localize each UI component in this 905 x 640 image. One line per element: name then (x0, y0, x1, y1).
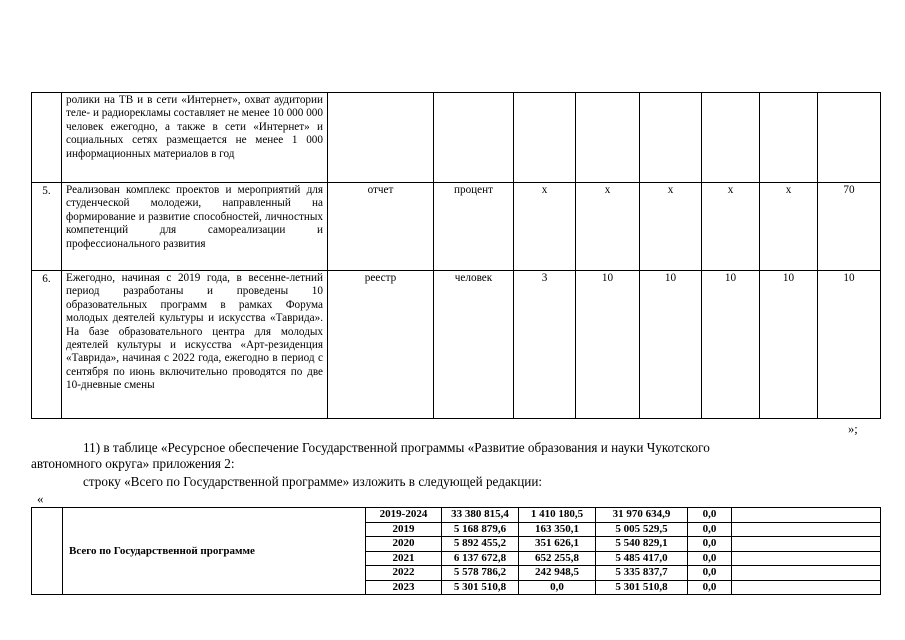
year-value: x (514, 183, 576, 271)
total-cell: 33 380 815,4 (442, 508, 519, 523)
period-cell: 2019-2024 (366, 508, 442, 523)
year-value (576, 93, 640, 183)
table-row (32, 271, 881, 419)
regional-cell: 5 485 417,0 (596, 551, 688, 566)
period-cell: 2023 (366, 580, 442, 595)
total-cell: 5 301 510,8 (442, 580, 519, 595)
indicator-description: Реализован комплекс проектов и мероприятий для студенческой молодежи, направленный на формирование и развитие способностей, личностных компетенций для самореализации и профессионального развития (62, 183, 328, 271)
total-cell: 5 578 786,2 (442, 566, 519, 581)
row-number (32, 93, 62, 183)
empty-index-cell (32, 508, 63, 595)
year-value (702, 93, 760, 183)
year-value: 10 (760, 271, 818, 419)
year-value: 10 (818, 271, 881, 419)
row-number: 5. (32, 183, 62, 271)
unit-of-measure: человек (434, 271, 514, 419)
period-cell: 2020 (366, 537, 442, 552)
other-cell: 0,0 (688, 566, 732, 581)
empty-cell (732, 551, 881, 566)
year-value: x (702, 183, 760, 271)
federal-cell: 242 948,5 (519, 566, 596, 581)
year-value: 70 (818, 183, 881, 271)
data-source: реестр (328, 271, 434, 419)
data-source: отчет (328, 183, 434, 271)
unit-of-measure (434, 93, 514, 183)
year-value: 10 (576, 271, 640, 419)
data-source (328, 93, 434, 183)
empty-cell (732, 522, 881, 537)
empty-cell (732, 580, 881, 595)
table-row (32, 183, 881, 271)
paragraph-11: 11) в таблице «Ресурсное обеспечение Государственной программы «Развитие образования и науки Чукотского (83, 440, 710, 455)
other-cell: 0,0 (688, 580, 732, 595)
federal-cell: 0,0 (519, 580, 596, 595)
regional-cell: 5 005 529,5 (596, 522, 688, 537)
period-cell: 2019 (366, 522, 442, 537)
other-cell: 0,0 (688, 522, 732, 537)
federal-cell: 1 410 180,5 (519, 508, 596, 523)
paragraph-11-continuation: автономного округа» приложения 2: (31, 456, 235, 471)
closing-quote: »; (848, 422, 858, 436)
year-value: 10 (640, 271, 702, 419)
federal-cell: 163 350,1 (519, 522, 596, 537)
regional-cell: 5 540 829,1 (596, 537, 688, 552)
year-value: x (640, 183, 702, 271)
year-value: x (760, 183, 818, 271)
indicator-description: Ежегодно, начиная с 2019 года, в весенне-летний период разработаны и проведены 10 образовательных программ в рамках Форума молодых деятелей культуры и искусства «Таврида». На базе образовательного центра для молодых деятелей культуры и искусства «Арт-резиденция «Таврида», начиная с 2022 года, ежегодно в период с сентября по июнь включительно проводятся по две 10-дневные смены (62, 271, 328, 419)
indicators-table (31, 92, 881, 419)
year-value (514, 93, 576, 183)
regional-cell: 5 335 837,7 (596, 566, 688, 581)
year-value: 10 (702, 271, 760, 419)
regional-cell: 31 970 634,9 (596, 508, 688, 523)
opening-quote: « (37, 491, 44, 506)
other-cell: 0,0 (688, 508, 732, 523)
resource-table (31, 507, 881, 595)
other-cell: 0,0 (688, 551, 732, 566)
total-cell: 5 168 879,6 (442, 522, 519, 537)
period-cell: 2022 (366, 566, 442, 581)
table-row (32, 93, 881, 183)
year-value (818, 93, 881, 183)
unit-of-measure: процент (434, 183, 514, 271)
empty-cell (732, 508, 881, 523)
total-cell: 5 892 455,2 (442, 537, 519, 552)
empty-cell (732, 537, 881, 552)
federal-cell: 351 626,1 (519, 537, 596, 552)
year-value (640, 93, 702, 183)
empty-cell (732, 566, 881, 581)
year-value: 3 (514, 271, 576, 419)
indicator-description: ролики на ТВ и в сети «Интернет», охват аудитории теле- и радиорекламы составляет не менее 10 000 000 человек ежегодно, а также в сети «Интернет» и социальных сетях размещается не менее 1 000 информационных материалов в год (62, 93, 328, 183)
year-value: x (576, 183, 640, 271)
program-total-label: Всего по Государственной программе (63, 508, 366, 595)
row-number: 6. (32, 271, 62, 419)
other-cell: 0,0 (688, 537, 732, 552)
row-instruction: строку «Всего по Государственной программе» изложить в следующей редакции: (83, 474, 543, 489)
table-row (32, 508, 881, 523)
total-cell: 6 137 672,8 (442, 551, 519, 566)
year-value (760, 93, 818, 183)
regional-cell: 5 301 510,8 (596, 580, 688, 595)
federal-cell: 652 255,8 (519, 551, 596, 566)
period-cell: 2021 (366, 551, 442, 566)
